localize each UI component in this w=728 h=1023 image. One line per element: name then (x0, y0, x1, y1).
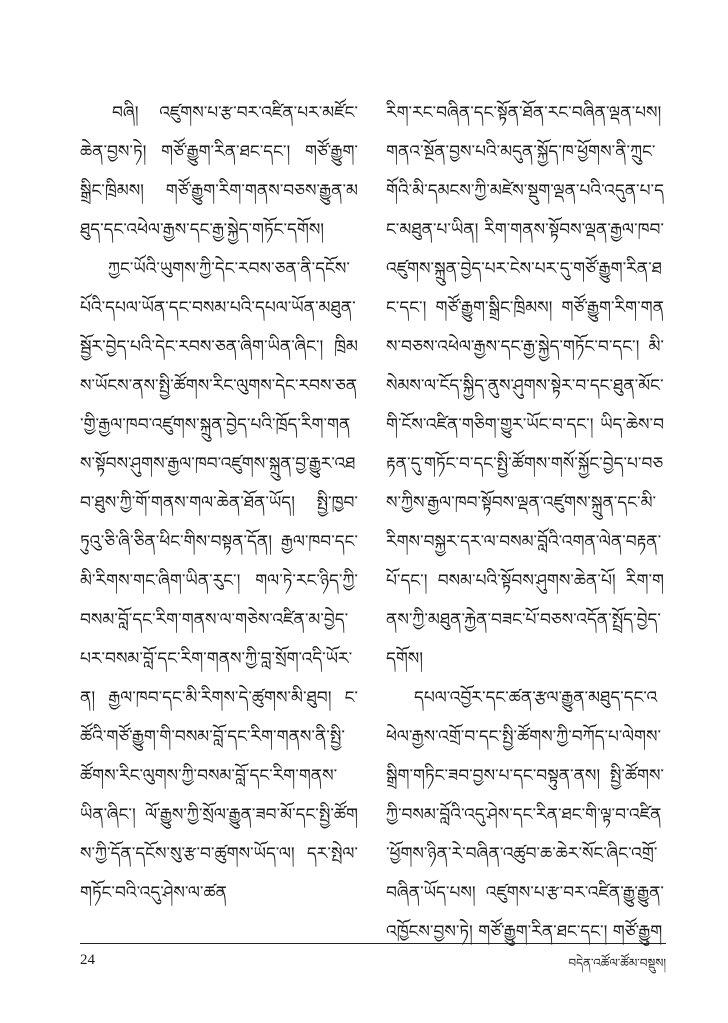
paragraph: བཞི། འཛུགས་པ་རྩ་བར་འཛིན་པར་མཛོང་ཆེན་བྱས་ཏེ། གཙོ་རྒྱུག་རིན་ཐང་དང་། གཙོ་རྒྱུག་སྒྲིང་ཁྲིམས། གཙོ་རྒྱུག་རིག་གནས་བཅས་རྒྱུན་མཐུད་དང་འཕེལ་རྒྱས་དང་རྒྱ་སྐྱེད་གཏོང་དགོས། (80, 103, 358, 240)
paragraph: རིག་རང་བཞིན་དང་སྟོན་ཐོན་རང་བཞིན་ལྡན་པས། གནའ་སྔོན་བྱས་པའི་མདུན་སྐྱོད་ཁ་ཕྱོགས་ནི་ཀྲུང་གོའི་མི་དམངས་ཀྱི་མཛེས་སྡུག་ལྡན་པའི་འདུན་པ་དང་མཐུན་པ་ཡིན། རིག་གནས་སྟོབས་ལྡན་རྒྱལ་ཁབ་འཛུགས་སྐྲུན་བྱེད་པར་ངེས་པར་དུ་གཙོ་རྒྱུག་རིན་ཐང་དང་། གཙོ་རྒྱུག་སྒྲིང་ཁྲིམས། གཙོ་རྒྱུག་རིག་གནས་བཅས་འཕེལ་རྒྱས་དང་རྒྱ་སྐྱེད་གཏོང་བ་དང་། མི་སེམས་ལ་ངོད་སྐྱིད་ནུས་ཤུགས་སྟེར་བ་དང་ཐུན་མོང་གི་ངོས་འཛིན་གཅིག་གྱུར་ཡོང་བ་དང་། ཡིད་ཆེས་བརྟན་དུ་གཏོང་བ་དང་སྤྱི་ཚོགས་གསོ་སྐྱོང་བྱེད་པ་བཅས་ཀྱིས་རྒྱལ་ཁབ་སྟོབས་ལྡན་འཛུགས་སྐྲུན་དང་མི་རིགས་བསྐྱར་དར་ལ་བསམ་བློའི་འགན་ལེན་བརྟན་པོ་དང་། བསམ་པའི་སྟོབས་ཤུགས་ཆེན་པོ། རིག་གནས་ཀྱི་མཐུན་རྐྱེན་བཟང་པོ་བཅས་འདོན་སྤྲོད་བྱེད་དགོས། (386, 103, 664, 669)
page-number: 24 (80, 952, 95, 968)
paragraph: དཔལ་འབྱོར་དང་ཚན་རྩལ་རྒྱུན་མཐུད་དང་འཕེལ་རྒྱས་འགྲོ་བ་དང་སྤྱི་ཚོགས་ཀྱི་བཀོད་པ་ལེགས་སྒྲིག་གཏིང་ཟབ་བྱས་པ་དང་བསྟུན་ནས། སྤྱི་ཚོགས་ཀྱི་བསམ་བློའི་འདུ་ཤེས་དང་རིན་ཐང་གི་ལྟ་བ་འཛིན་ཕྱོགས་ཉིན་རེ་བཞིན་འཚུབ་ཆ་ཆེར་སོང་ཞིང་འགྲོ་བཞིན་ཡོད་པས། འཛུགས་པ་རྩ་བར་འཛིན་རྒྱུ་རྒྱུན་འཁྱོངས་བྱས་ཏེ། གཙོ་རྒྱུག་རིན་ཐང་དང་། གཙོ་རྒྱུག (386, 688, 664, 942)
left-column (80, 94, 358, 914)
footer-divider (80, 943, 666, 944)
right-column (386, 94, 664, 942)
running-footer-title: བདེན་འཚོལ་ཚོམ་བསྡུས། (568, 956, 666, 970)
paragraph: ཀྱང་ཡོའི་ཡུགས་ཀྱི་དེང་རབས་ཅན་ནི་དངོས་པོའི་དཔལ་ཡོན་དང་བསམ་པའི་དཔལ་ཡོན་མཐུན་སྦྱོར་བྱེད་པའི་དེང་རབས་ཅན་ཞིག་ཡིན་ཞིང་། ཁྲིམས་ཡོངས་ནས་སྤྱི་ཚོགས་རིང་ལུགས་དེང་རབས་ཅན་གྱི་རྒྱལ་ཁབ་འཛུགས་སྐྲུན་བྱེད་པའི་ཁྲོད་རིག་གནས་སྟོབས་ཤུགས་རྒྱལ་ཁབ་འཛུགས་སྐྲུན་བྱ་རྒྱུར་འཐབ་ཐུས་ཀྱི་གོ་གནས་གལ་ཆེན་ཐོན་ཡོད། སྤྱི་ཁྱབ་ཏུའུ་ཅི་ཞི་ཅིན་ཕིང་གིས་བསྟན་དོན། རྒྱལ་ཁབ་དང་མི་རིགས་གང་ཞིག་ཡིན་རུང་། གལ་ཏེ་རང་ཉིད་ཀྱི་བསམ་བློ་དང་རིག་གནས་ལ་གཅེས་འཛིན་མ་བྱེད་པར་བསམ་བློ་དང་རིག་གནས་ཀྱི་བླ་སྲོག་འདི་ཡོར་ན། རྒྱལ་ཁབ་དང་མི་རིགས་དེ་ཚུགས་མི་ཐུབ། ང་ཚོའི་གཙོ་རྒྱུག་གི་བསམ་བློ་དང་རིག་གནས་ནི་སྤྱི་ཚོགས་རིང་ལུགས་ཀྱི་བསམ་བློ་དང་རིག་གནས་ཡིན་ཞིང་། ལོ་རྒྱུས་ཀྱི་སྲོལ་རྒྱུན་ཟབ་མོ་དང་སྤྱི་ཚོགས་ཀྱི་དོན་དངོས་སུ་རྩ་བ་ཚུགས་ཡོད་ལ། དར་སྤེལ་གཏོང་བའི་འདུ་ཤེས་ལ་ཚན (80, 259, 358, 903)
